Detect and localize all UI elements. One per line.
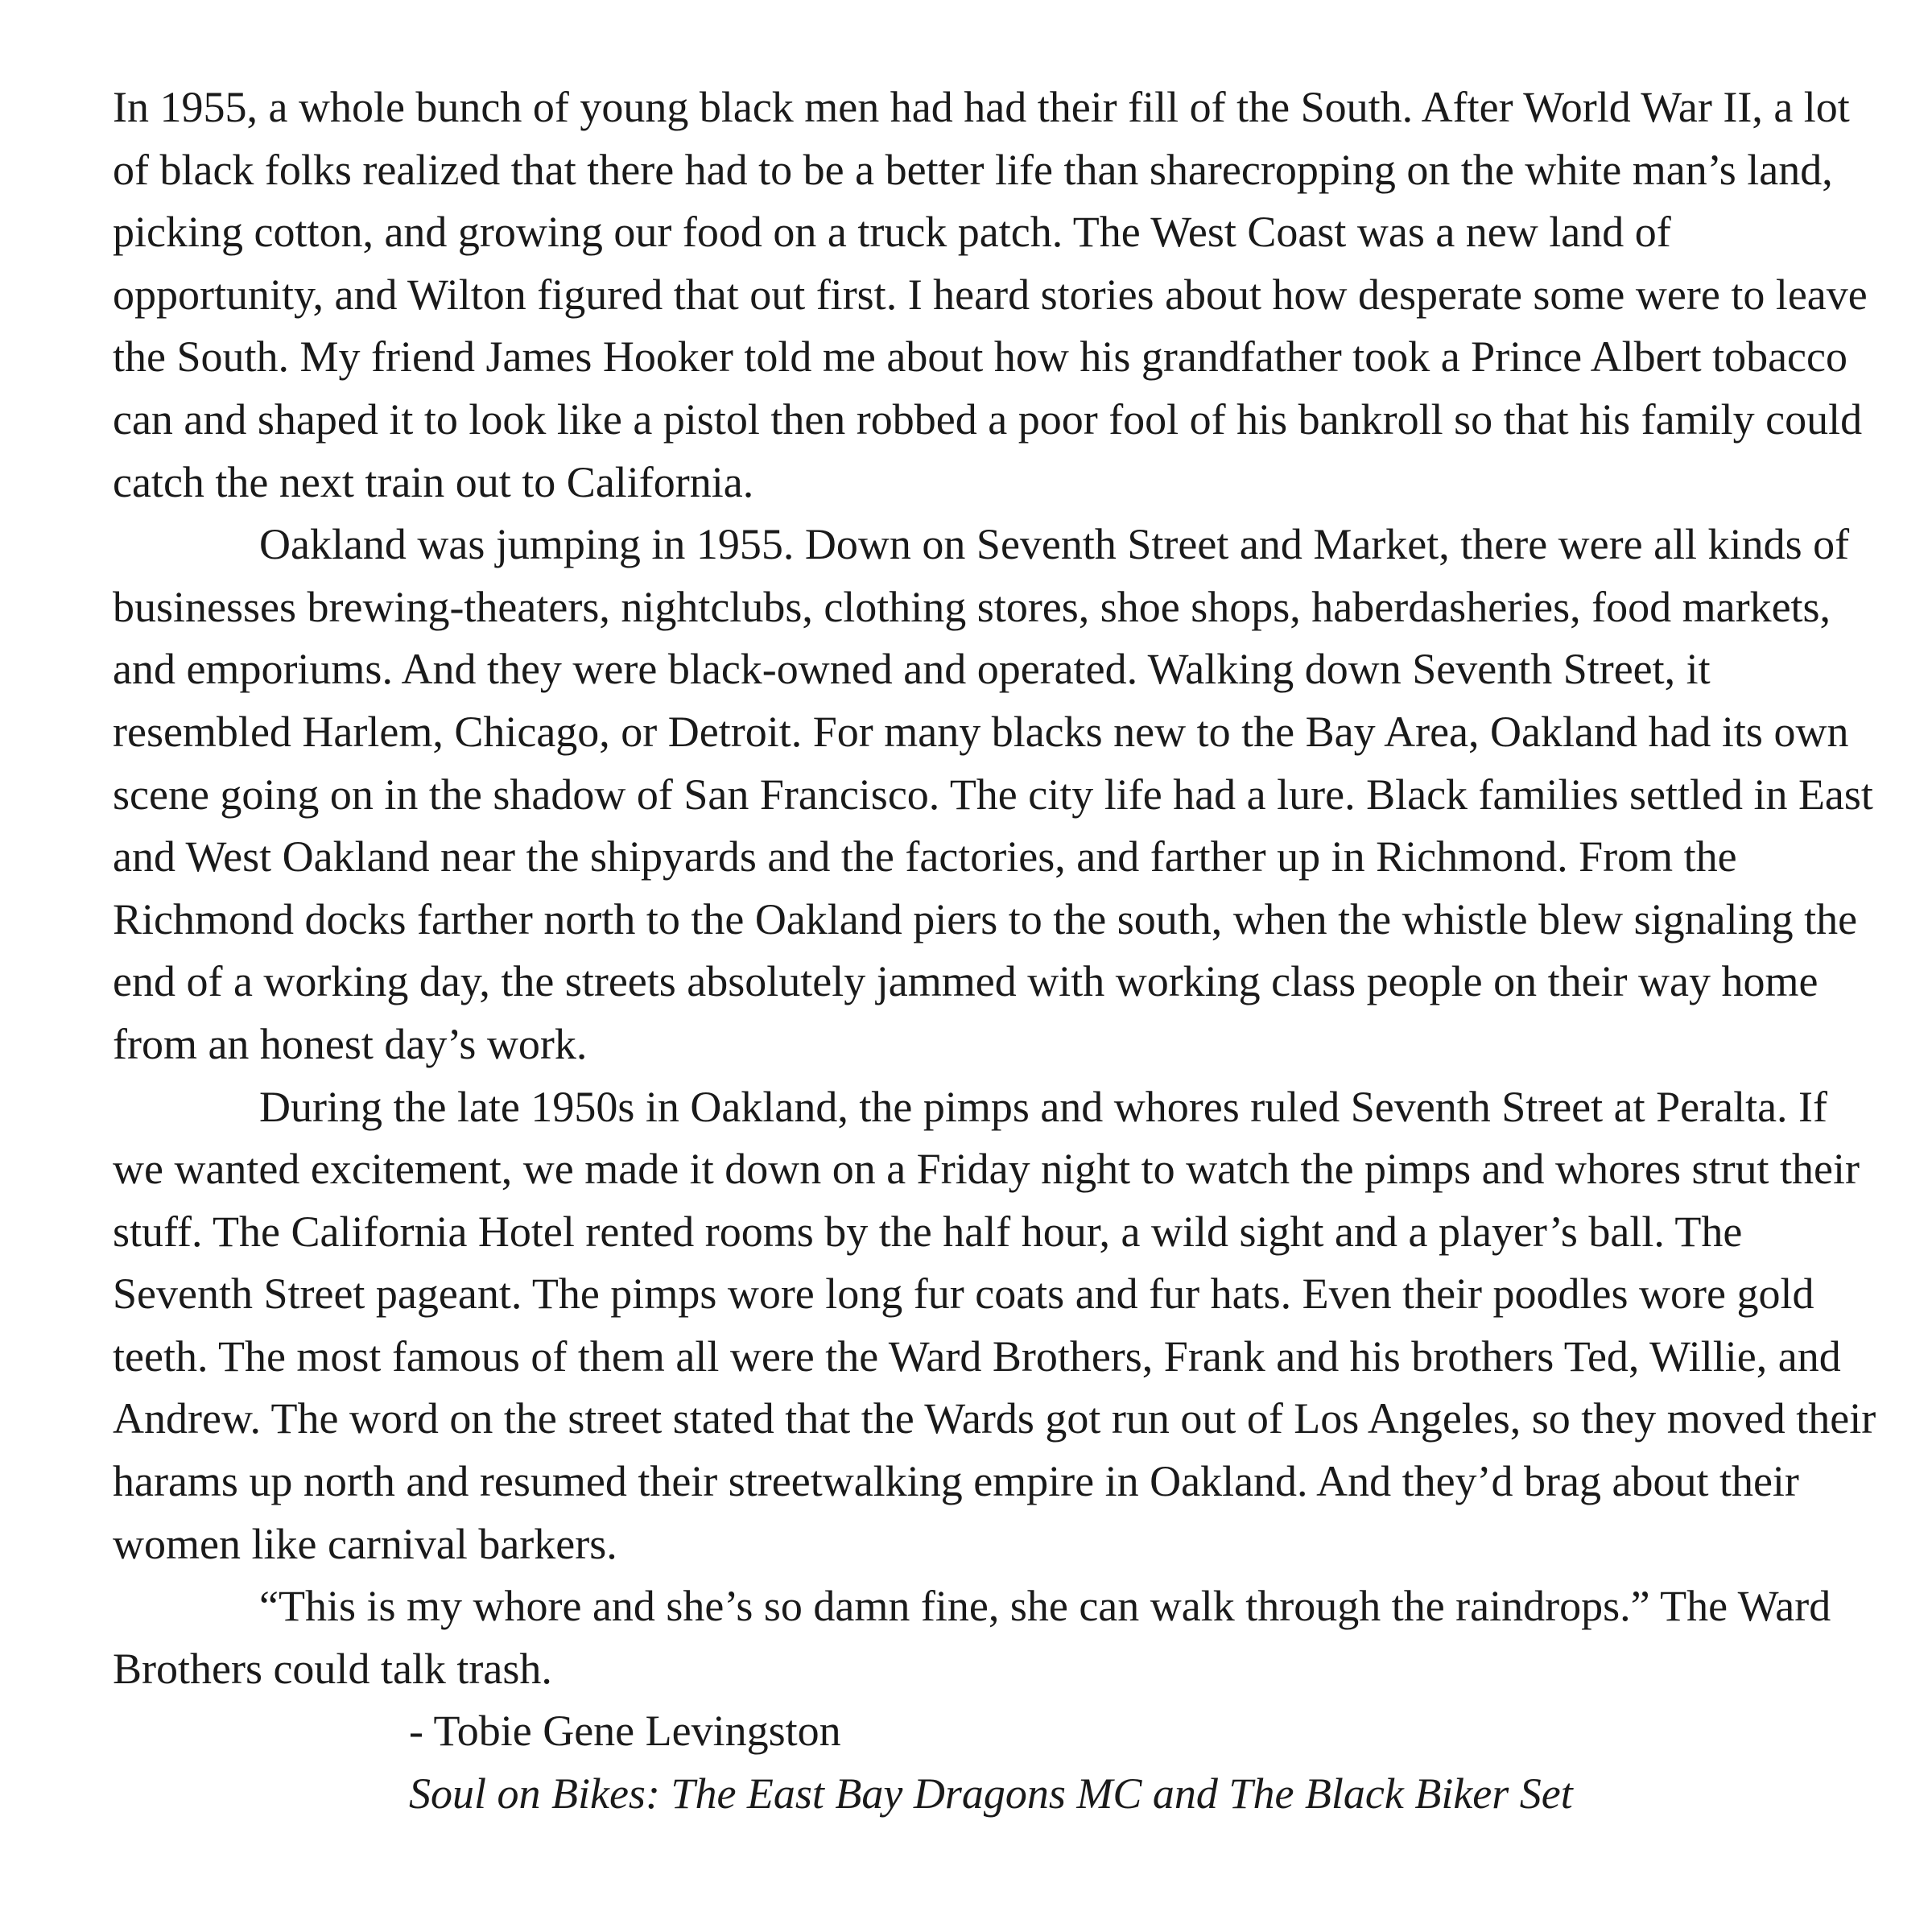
book-title-citation: Soul on Bikes: The East Bay Dragons MC and The Black Biker Set <box>409 1769 1573 1818</box>
paragraph-2: Oakland was jumping in 1955. Down on Seventh Street and Market, there were all kinds of businesses brewing-theaters, nightclubs, clothing stores, shoe shops, haberdasheries, food markets, and emporiums. And they were black-owned and operated. Walking down Seventh Street, it resembled Harlem, Chicago, or Detroit. For many blacks new to the Bay Area, Oakland had its own scene going on in the shadow of San Francisco. The city life had a lure. Black families settled in East and West Oakland near the shipyards and the factories, and farther up in Richmond. From the Richmond docks farther north to the Oakland piers to the south, when the whistle blew signaling the end of a working day, the streets absolutely jammed with working class people on their way home from an honest day’s work. <box>113 520 1873 1068</box>
excerpt-text-block <box>113 76 1884 1826</box>
paragraph-1: In 1955, a whole bunch of young black men had had their fill of the South. After World War II, a lot of black folks realized that there had to be a better life than sharecropping on the white man’s land, picking cotton, and growing our food on a truck patch. The West Coast was a new land of opportunity, and Wilton figured that out first. I heard stories about how desperate some were to leave the South. My friend James Hooker told me about how his grandfather took a Prince Albert tobacco can and shaped it to look like a pistol then robbed a poor fool of his bankroll so that his family could catch the next train out to California. <box>113 83 1868 506</box>
author-attribution: - Tobie Gene Levingston <box>409 1707 841 1756</box>
paragraph-3: During the late 1950s in Oakland, the pimps and whores ruled Seventh Street at Peralta. If we wanted excitement, we made it down on a Friday night to watch the pimps and whores strut their stuff. The California Hotel rented rooms by the half hour, a wild sight and a player’s ball. The Seventh Street pageant. The pimps wore long fur coats and fur hats. Even their poodles wore gold teeth. The most famous of them all were the Ward Brothers, Frank and his brothers Ted, Willie, and Andrew. The word on the street stated that the Wards got run out of Los Angeles, so they moved their harams up north and resumed their streetwalking empire in Oakland. And they’d brag about their women like carnival barkers. <box>113 1082 1876 1568</box>
paragraph-4: “This is my whore and she’s so damn fine, she can walk through the raindrops.” The Ward Brothers could talk trash. <box>113 1582 1831 1693</box>
